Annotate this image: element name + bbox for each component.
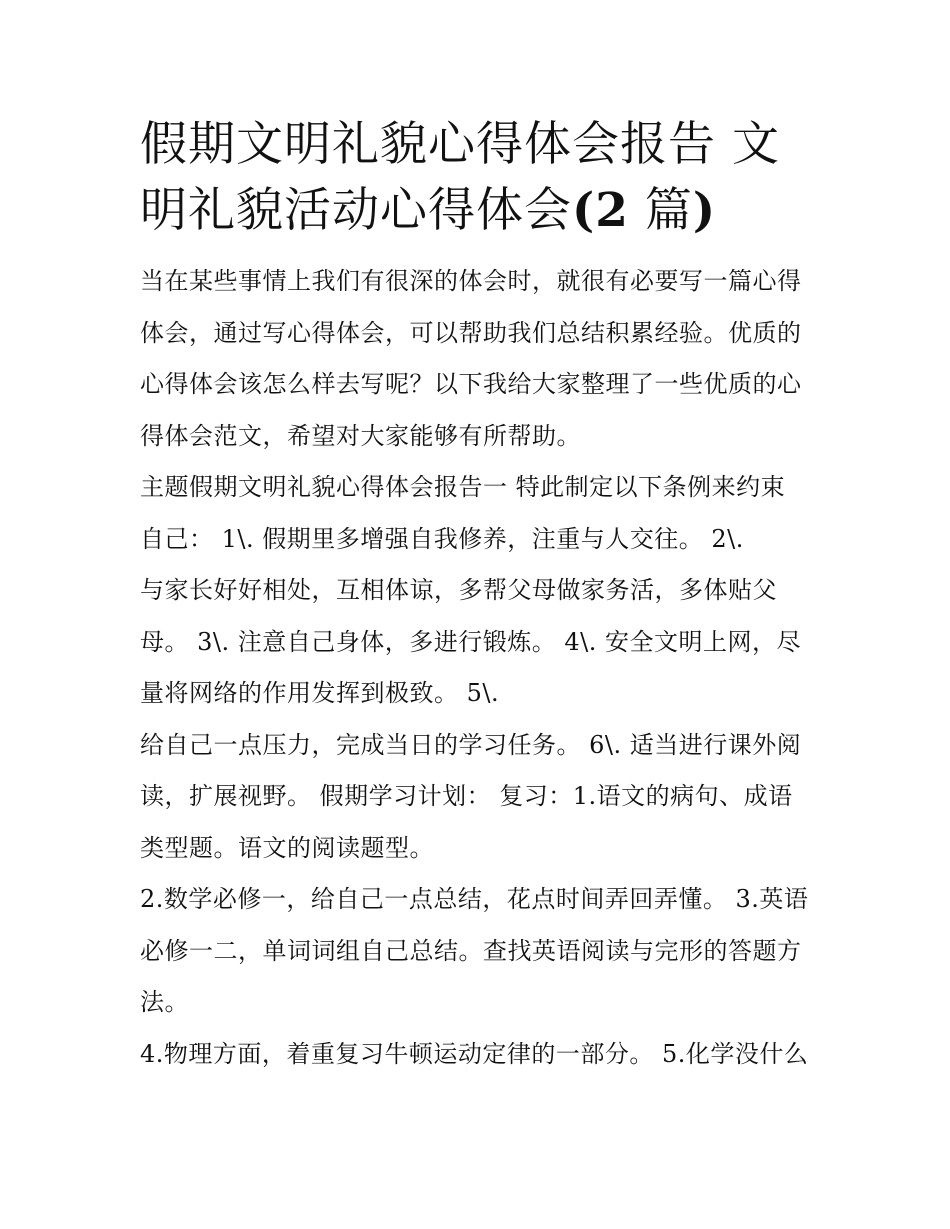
text-line: 母。 3\. 注意自己身体，多进行锻炼。 4\. 安全文明上网，尽: [140, 627, 801, 656]
paragraph-intro: [140, 256, 815, 462]
paragraph-physics-chemistry: [140, 1029, 815, 1081]
document-body: [140, 256, 815, 1080]
text-line: 必修一二，单词词组自己总结。查找英语阅读与完形的答题方: [140, 936, 802, 965]
document-title: [140, 112, 815, 244]
title-line-1: 假期文明礼貌心得体会报告 文: [140, 117, 780, 172]
paragraph-math-english: [140, 874, 815, 1029]
text-line: 类型题。语文的阅读题型。: [140, 833, 434, 862]
text-line: 主题假期文明礼貌心得体会报告一 特此制定以下条例来约束: [140, 473, 786, 501]
text-line: 读，扩展视野。 假期学习计划： 复习：1.语文的病句、成语: [140, 782, 793, 810]
text-line: 当在某些事情上我们有很深的体会时，就很有必要写一篇心得: [140, 267, 802, 295]
text-line: 与家长好好相处，互相体谅，多帮父母做家务活，多体贴父: [140, 576, 777, 604]
paragraph-study-plan: [140, 720, 815, 875]
text-line: 4.物理方面，着重复习牛顿运动定律的一部分。 5.化学没什么: [140, 1039, 809, 1068]
text-line: 量将网络的作用发挥到极致。 5\.: [140, 679, 500, 707]
text-line: 心得体会该怎么样去写呢？以下我给大家整理了一些优质的心: [140, 370, 802, 398]
paragraph-rules-1: [140, 462, 815, 565]
text-line: 自己： 1\. 假期里多增强自我修养，注重与人交往。 2\.: [140, 524, 744, 553]
text-line: 体会，通过写心得体会，可以帮助我们总结积累经验。优质的: [140, 318, 802, 347]
text-line: 得体会范文，希望对大家能够有所帮助。: [140, 421, 581, 450]
paragraph-rules-2: [140, 565, 815, 720]
text-line: 给自己一点压力，完成当日的学习任务。 6\. 适当进行课外阅: [140, 730, 802, 759]
title-line-2: 明礼貌活动心得体会(2 篇): [140, 183, 717, 238]
text-line: 法。: [140, 988, 189, 1016]
text-line: 2.数学必修一，给自己一点总结，花点时间弄回弄懂。 3.英语: [140, 885, 809, 913]
